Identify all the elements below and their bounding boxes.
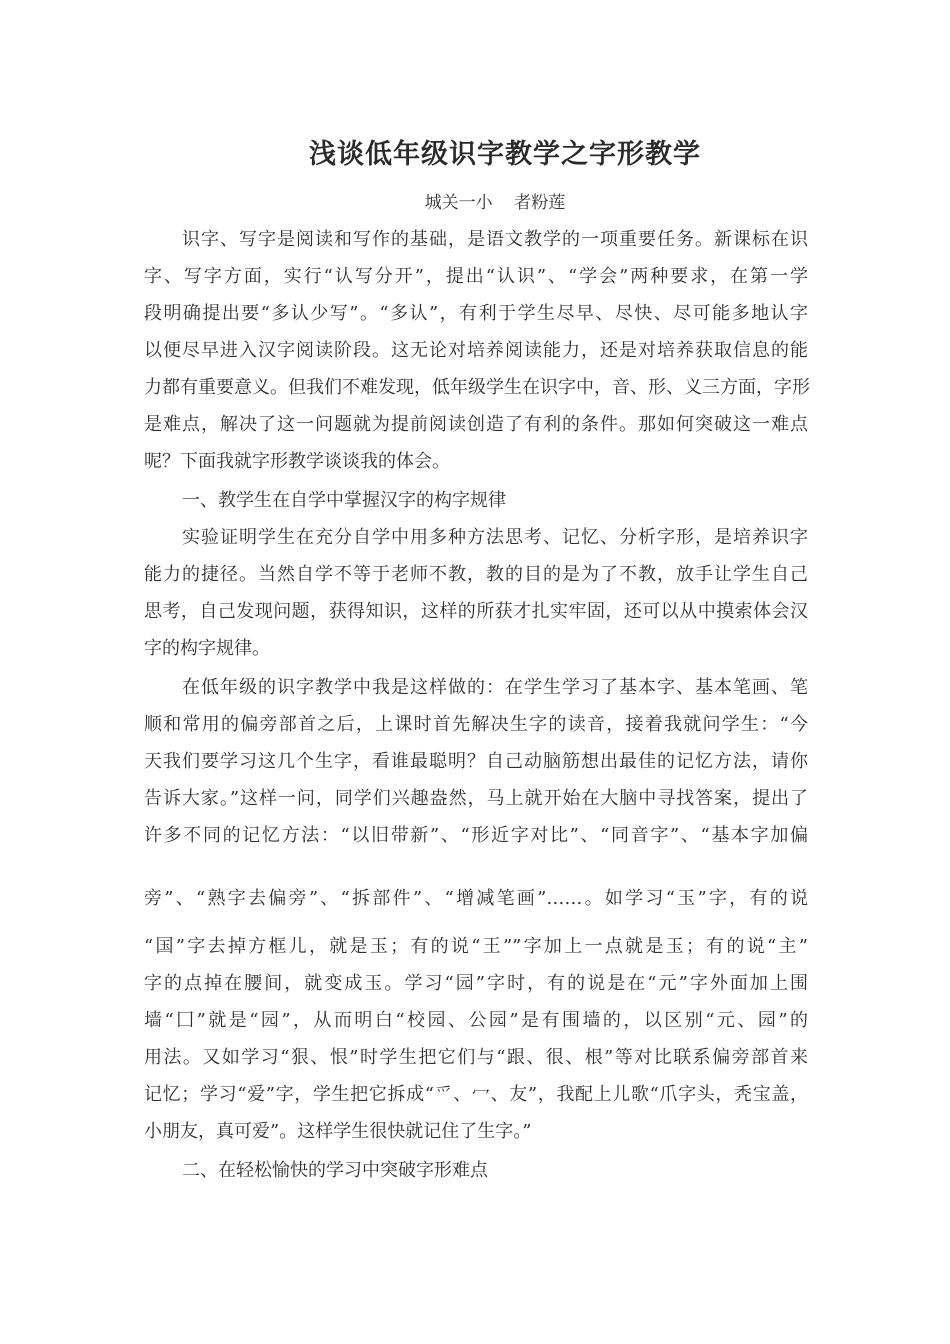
paragraph-line: 能力的捷径。当然自学不等于老师不教，教的目的是为了不教，放手让学生自己 <box>144 564 808 585</box>
paragraph-line: “国”字去掉方框儿，就是玉；有的说“王””字加上一点就是玉；有的说“主” <box>144 936 808 957</box>
paragraph-line: 识字、写字是阅读和写作的基础，是语文教学的一项重要任务。新课标在识 <box>182 229 808 250</box>
paragraph-line: 顺和常用的偏旁部首之后，上课时首先解决生字的读音，接着我就问学生：“今 <box>144 714 808 735</box>
paragraph-line: 以便尽早进入汉字阅读阶段。这无论对培养阅读能力，还是对培养获取信息的能 <box>144 340 808 361</box>
section-heading: 二、在轻松愉快的学习中突破字形难点 <box>182 1160 488 1181</box>
paragraph-line: 记忆；学习“爱”字，学生把它拆成“爫、冖、友”，我配上儿歌“爪字头，秃宝盖， <box>144 1084 808 1105</box>
paragraph-line: 字的构字规律。 <box>144 638 270 659</box>
paragraph-line: 思考，自己发现问题，获得知识，这样的所获才扎实牢固，还可以从中摸索体会汉 <box>144 601 808 622</box>
paragraph-line: 小朋友，真可爱”。这样学生很快就记住了生字。” <box>144 1121 532 1142</box>
paragraph-line: 告诉大家。”这样一问，同学们兴趣盎然，马上就开始在大脑中寻找答案，提出了 <box>144 788 808 809</box>
document-author: 城关一小 者粉莲 <box>424 193 566 213</box>
paragraph-line: 字的点掉在腰间，就变成玉。学习“园”字时，有的说是在“元”字外面加上围 <box>144 973 808 994</box>
section-heading: 一、教学生在自学中掌握汉字的构字规律 <box>182 490 506 511</box>
paragraph-line: 呢？下面我就字形教学谈谈我的体会。 <box>144 451 450 472</box>
paragraph-line: 实验证明学生在充分自学中用多种方法思考、记忆、分析字形，是培养识字 <box>182 527 808 548</box>
paragraph-line: 是难点，解决了这一问题就为提前阅读创造了有利的条件。那如何突破这一难点 <box>144 414 808 435</box>
paragraph-line: 天我们要学习这几个生字，看谁最聪明？自己动脑筋想出最佳的记忆方法，请你 <box>144 751 808 772</box>
paragraph-line: 字、写字方面，实行“认写分开”，提出“认识”、“学会”两种要求，在第一学 <box>144 266 808 287</box>
paragraph-line: 用法。又如学习“狠、恨”时学生把它们与“跟、很、根”等对比联系偏旁部首来 <box>144 1047 808 1068</box>
paragraph-line: 力都有重要意义。但我们不难发现，低年级学生在识字中，音、形、义三方面，字形 <box>144 377 810 398</box>
paragraph-line: 在低年级的识字教学中我是这样做的：在学生学习了基本字、基本笔画、笔 <box>182 677 808 698</box>
paragraph-line: 旁”、“熟字去偏旁”、“拆部件”、“增减笔画”……。如学习“玉”字，有的说 <box>144 888 808 909</box>
document-title: 浅谈低年级识字教学之字形教学 <box>309 139 701 170</box>
paragraph-line: 段明确提出要“多认少写”。“多认”，有利于学生尽早、尽快、尽可能多地认字 <box>144 303 808 324</box>
paragraph-line: 墙“囗”就是“园”，从而明白“校园、公园”是有围墙的，以区别“元、园”的 <box>144 1010 808 1031</box>
paragraph-line: 许多不同的记忆方法：“以旧带新”、“形近字对比”、“同音字”、“基本字加偏 <box>144 825 808 846</box>
